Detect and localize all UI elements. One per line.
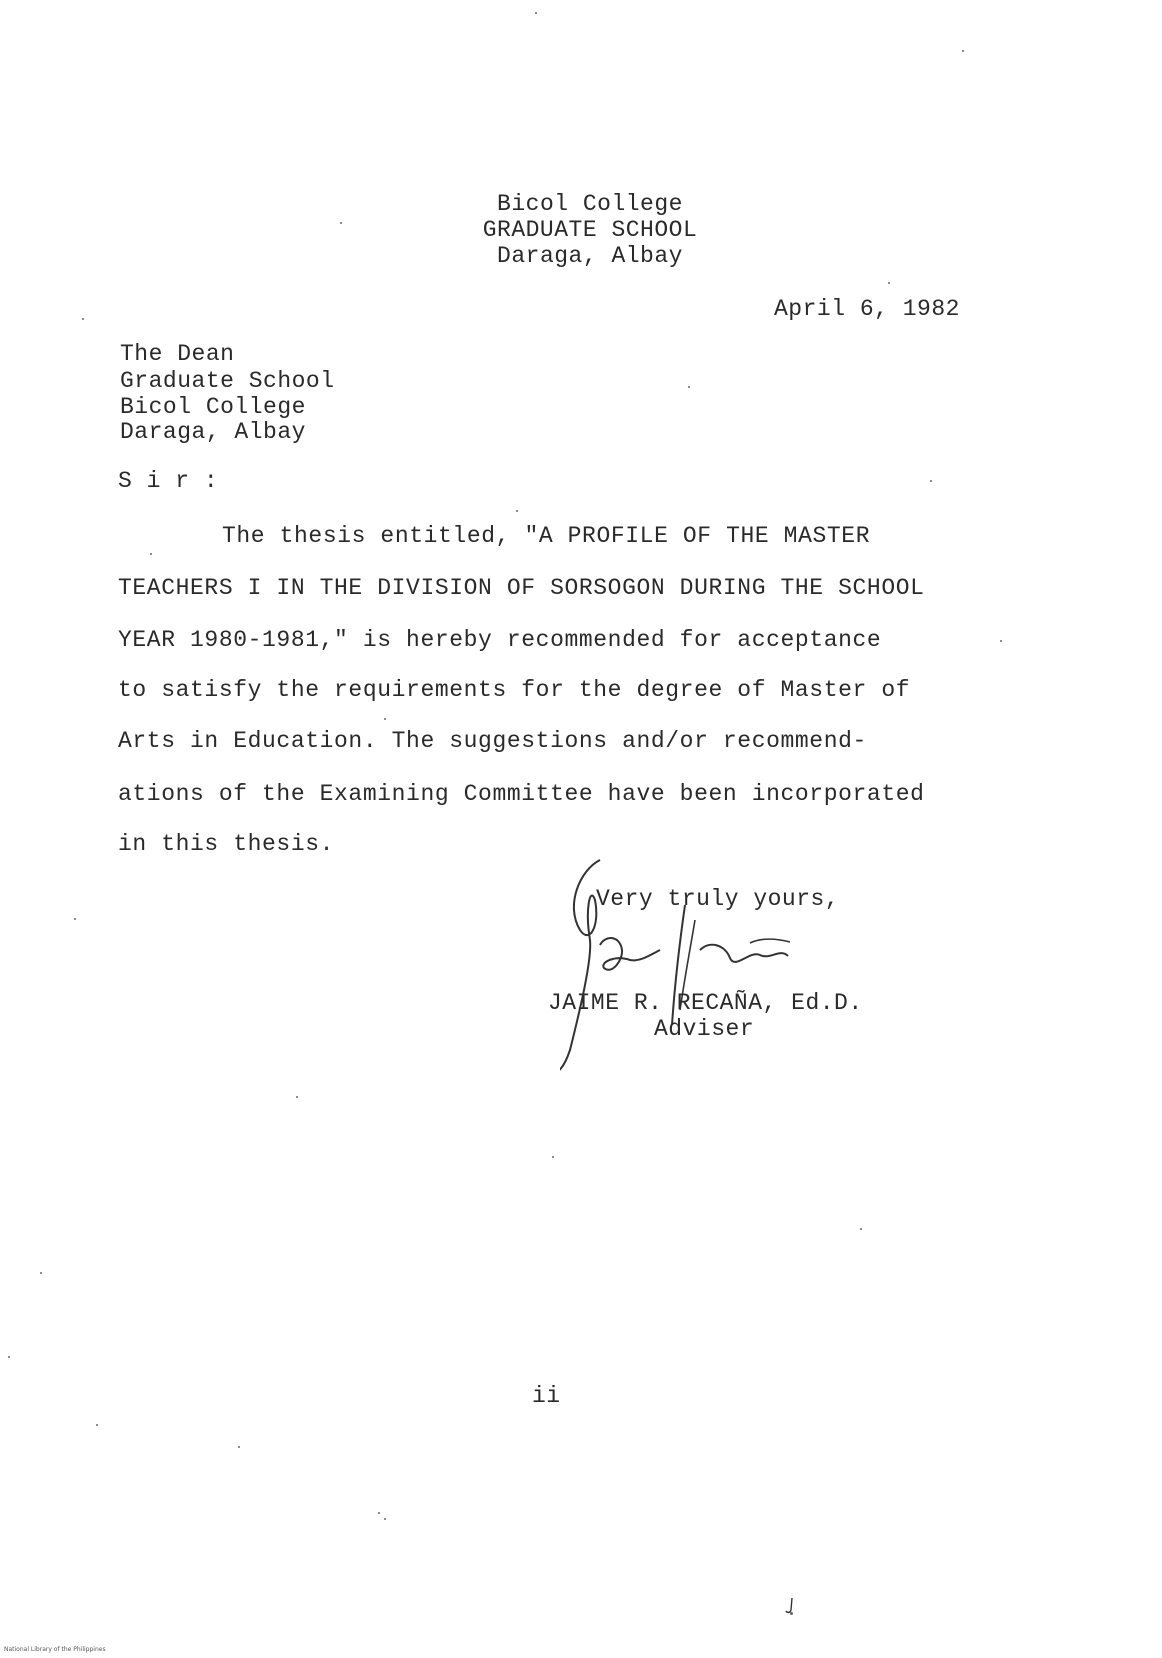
scan-speck [860,1228,862,1230]
scan-speck [40,1272,42,1274]
scan-speck [384,718,386,720]
body-line: in this thesis. [118,831,335,857]
scan-speck [384,1518,386,1520]
scan-speck [340,222,342,224]
scan-speck [96,1424,98,1426]
body-line: YEAR 1980-1981," is hereby recommended for acceptance [118,627,882,653]
body-line: Arts in Education. The suggestions and/or recommend- [118,728,867,754]
scan-speck [296,1096,298,1098]
closing: Very truly yours, [596,886,840,912]
scan-speck [74,918,76,920]
body-line: to satisfy the requirements for the degree of Master of [118,677,911,703]
scan-speck [82,318,84,320]
recipient-line-1: The Dean [120,341,235,367]
scan-speck [516,510,518,512]
scan-speck [888,282,890,284]
scan-speck [1000,640,1002,642]
salutation: S i r : [118,468,219,494]
body-line: The thesis entitled, "A PROFILE OF THE MASTER [222,523,871,549]
scan-speck [688,386,690,388]
signatory-name: JAIME R. RECAÑA, Ed.D. [548,990,863,1016]
scan-speck [552,1156,554,1158]
recipient-line-2: Graduate School [120,368,335,394]
signature-image [560,850,840,1090]
scan-speck [238,1446,240,1448]
scan-speck [962,50,964,52]
scan-speck [8,1356,10,1358]
scan-speck [535,12,537,14]
recipient-line-4: Daraga, Albay [120,419,306,445]
scan-mark [784,1596,798,1616]
letterhead-location: Daraga, Albay [497,243,683,269]
footer-note: National Library of the Philippines [4,1646,106,1653]
letterhead-school: GRADUATE SCHOOL [482,217,698,243]
page-number: ii [532,1383,561,1409]
recipient-line-3: Bicol College [120,394,306,420]
letterhead-institution: Bicol College [497,191,683,217]
scan-speck [150,553,152,555]
body-line: TEACHERS I IN THE DIVISION OF SORSOGON DURING THE SCHOOL [118,575,925,601]
scan-speck [930,480,932,482]
body-line: ations of the Examining Committee have been incorporated [118,781,925,807]
scan-speck [378,1512,380,1514]
signatory-title: Adviser [654,1016,755,1042]
letter-date: April 6, 1982 [774,296,960,322]
